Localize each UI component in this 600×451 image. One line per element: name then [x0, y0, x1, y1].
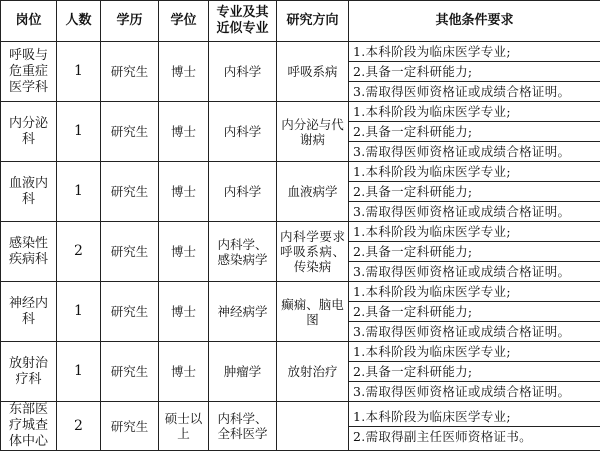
- direction-cell: 内科学要求呼吸系病、传染病: [277, 222, 349, 282]
- degree-cell: 博士: [159, 282, 209, 342]
- requirements-cell: [349, 342, 600, 402]
- count-cell: 1: [57, 42, 101, 102]
- education-cell: 研究生: [101, 42, 159, 102]
- requirements-cell: [349, 42, 600, 102]
- degree-cell: 博士: [159, 222, 209, 282]
- post-cell: 内分泌科: [1, 102, 57, 162]
- header-major: 专业及其近似专业: [209, 1, 277, 42]
- header-row: [1, 1, 600, 42]
- requirement-line: 1.本科阶段为临床医学专业;: [353, 342, 596, 361]
- major-cell: 内科学、感染病学: [209, 222, 277, 282]
- degree-cell: 硕士以上: [159, 402, 209, 451]
- degree-cell: 博士: [159, 42, 209, 102]
- direction-cell: [277, 402, 349, 451]
- direction-cell: 呼吸系病: [277, 42, 349, 102]
- count-cell: 1: [57, 162, 101, 222]
- direction-cell: 癫痫、脑电图: [277, 282, 349, 342]
- requirement-line: 2.具备一定科研能力;: [349, 121, 600, 141]
- requirement-line: 3.需取得医师资格证或成绩合格证明。: [349, 381, 600, 401]
- education-cell: 研究生: [101, 342, 159, 402]
- major-cell: 神经病学: [209, 282, 277, 342]
- requirement-line: 3.需取得医师资格证或成绩合格证明。: [349, 81, 600, 101]
- table-row: [1, 282, 600, 342]
- requirements-cell: [349, 102, 600, 162]
- count-cell: 2: [57, 402, 101, 451]
- table-row: [1, 102, 600, 162]
- major-cell: 内科学: [209, 162, 277, 222]
- requirement-line: 3.需取得医师资格证或成绩合格证明。: [349, 321, 600, 341]
- table-row: [1, 42, 600, 102]
- requirement-line: 3.需取得医师资格证或成绩合格证明。: [349, 201, 600, 221]
- education-cell: 研究生: [101, 102, 159, 162]
- education-cell: 研究生: [101, 222, 159, 282]
- count-cell: 1: [57, 102, 101, 162]
- post-cell: 神经内科: [1, 282, 57, 342]
- major-cell: 内科学: [209, 102, 277, 162]
- table-row: [1, 162, 600, 222]
- table-row: [1, 222, 600, 282]
- count-cell: 1: [57, 282, 101, 342]
- requirements-cell: [349, 402, 600, 451]
- requirement-line: 1.本科阶段为临床医学专业;: [353, 407, 596, 426]
- requirements-cell: [349, 162, 600, 222]
- education-cell: 研究生: [101, 162, 159, 222]
- post-cell: 东部医疗城查体中心: [1, 402, 57, 451]
- header-count: 人数: [57, 1, 101, 42]
- table-row: [1, 342, 600, 402]
- requirement-line: 1.本科阶段为临床医学专业;: [353, 222, 596, 241]
- post-cell: 呼吸与危重症医学科: [1, 42, 57, 102]
- header-post: 岗位: [1, 1, 57, 42]
- post-cell: 感染性疾病科: [1, 222, 57, 282]
- requirement-line: 1.本科阶段为临床医学专业;: [353, 42, 596, 61]
- post-cell: 血液内科: [1, 162, 57, 222]
- major-cell: 肿瘤学: [209, 342, 277, 402]
- header-degree: 学位: [159, 1, 209, 42]
- header-education: 学历: [101, 1, 159, 42]
- direction-cell: 放射治疗: [277, 342, 349, 402]
- count-cell: 1: [57, 342, 101, 402]
- direction-cell: 血液病学: [277, 162, 349, 222]
- requirement-line: 1.本科阶段为临床医学专业;: [353, 102, 596, 121]
- post-cell: 放射治疗科: [1, 342, 57, 402]
- degree-cell: 博士: [159, 162, 209, 222]
- requirement-line: 2.具备一定科研能力;: [349, 241, 600, 261]
- requirement-line: 2.具备一定科研能力;: [349, 181, 600, 201]
- requirement-line: 2.具备一定科研能力;: [349, 361, 600, 381]
- education-cell: 研究生: [101, 402, 159, 451]
- requirement-line: 2.需取得副主任医师资格证书。: [349, 426, 600, 446]
- header-requirements: 其他条件要求: [349, 1, 600, 42]
- count-cell: 2: [57, 222, 101, 282]
- requirement-line: 3.需取得医师资格证或成绩合格证明。: [349, 261, 600, 281]
- degree-cell: 博士: [159, 342, 209, 402]
- requirement-line: 1.本科阶段为临床医学专业;: [353, 282, 596, 301]
- table-row: [1, 402, 600, 451]
- education-cell: 研究生: [101, 282, 159, 342]
- requirement-line: 2.具备一定科研能力;: [349, 61, 600, 81]
- requirements-cell: [349, 222, 600, 282]
- degree-cell: 博士: [159, 102, 209, 162]
- major-cell: 内科学: [209, 42, 277, 102]
- direction-cell: 内分泌与代谢病: [277, 102, 349, 162]
- major-cell: 内科学、全科医学: [209, 402, 277, 451]
- requirement-line: 2.具备一定科研能力;: [349, 301, 600, 321]
- header-direction: 研究方向: [277, 1, 349, 42]
- requirements-cell: [349, 282, 600, 342]
- requirement-line: 1.本科阶段为临床医学专业;: [353, 162, 596, 181]
- requirement-line: 3.需取得医师资格证或成绩合格证明。: [349, 141, 600, 161]
